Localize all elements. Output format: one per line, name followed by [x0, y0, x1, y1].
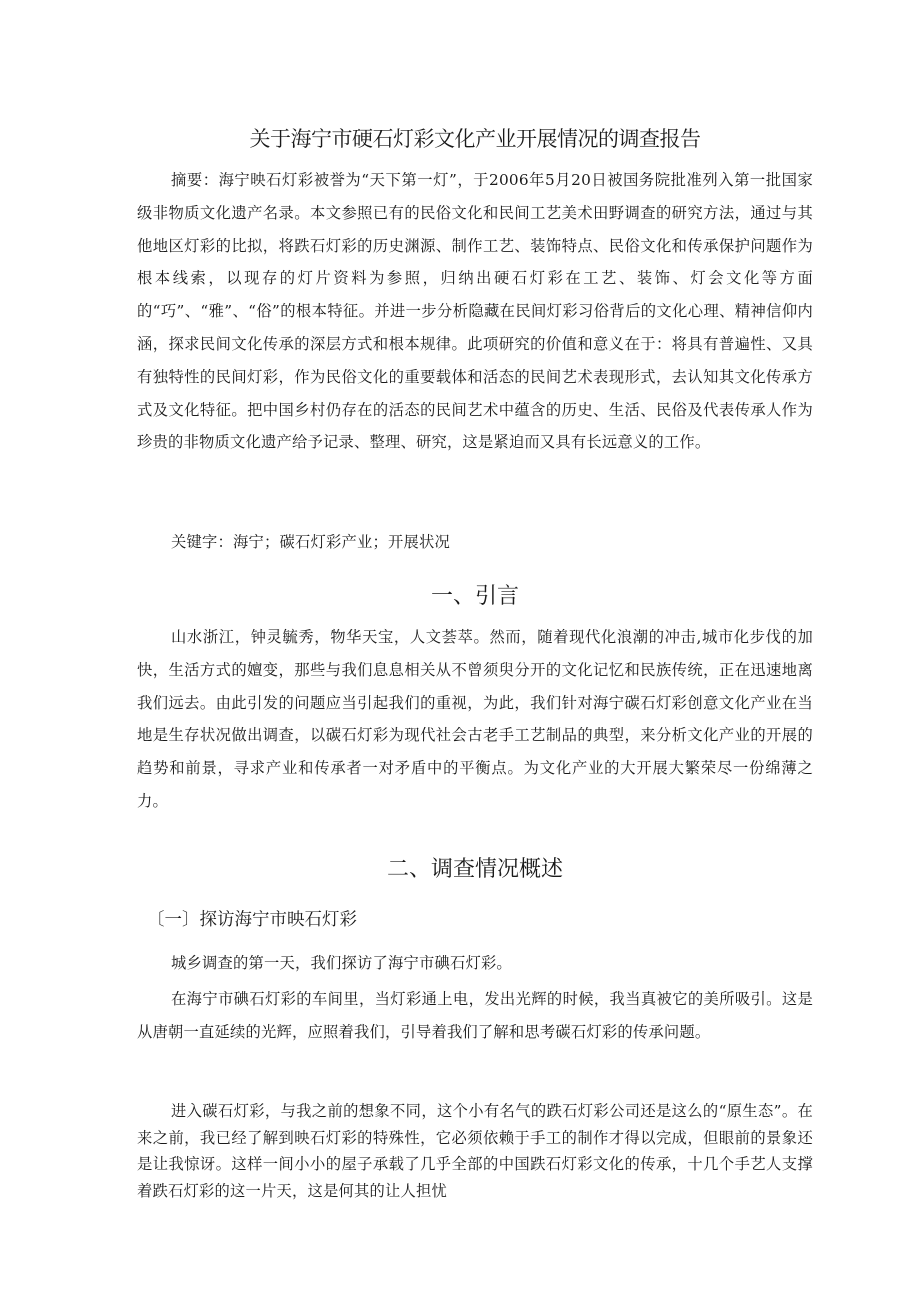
subsection1-paragraph-1 [137, 947, 813, 980]
section1-heading: 一、引言 [430, 584, 519, 609]
subsection1-paragraph-2 [137, 983, 813, 1049]
section2-heading: 二、调查情况概述 [386, 857, 563, 882]
section1-paragraph: 山水浙江，钟灵毓秀，物华天宝，人文荟萃。然而，随着现代化浪潮的冲击,城市化步伐的加快，生活方式的嬗变，那些与我们息息相关从不曾须臾分开的文化记忆和民族传统，正在迅速地离我们远去。由此引发的问题应当引起我们的重视，为此，我们针对海宁碳石灯彩创意文化产业在当地是生存状况做出调查，以碳石灯彩为现代社会古老手工艺制品的典型，来分析文化产业的开展的趋势和前景，寻求产业和传承者一对矛盾中的平衡点。为文化产业的大开展大繁荣尽一份绵薄之力。 [137, 628, 813, 810]
keywords-line: 关键字：海宁；碳石灯彩产业；开展状况 [171, 533, 450, 551]
abstract-block [137, 164, 813, 459]
subsection1-heading: 〔一〕探访海宁市映石灯彩 [147, 910, 357, 930]
keywords-block [137, 526, 813, 559]
subsection1-paragraph-3 [137, 1098, 813, 1204]
document-title: 关于海宁市硬石灯彩文化产业开展情况的调查报告 [249, 127, 701, 151]
body-paragraph: 进入碳石灯彩，与我之前的想象不同，这个小有名气的跌石灯彩公司还是这么的“原生态”。在来之前，我已经了解到映石灯彩的特殊性，它必须依赖于手工的制作才得以完成，但眼前的景象还是让我惊讶。这样一间小小的屋子承载了几乎全部的中国跌石灯彩文化的传承，十几个手艺人支撑着跌石灯彩的这一片天，这是何其的让人担忧 [137, 1102, 813, 1200]
abstract-paragraph: 摘要：海宁映石灯彩被誉为“天下第一灯”，于2006年5月20日被国务院批准列入第一批国家级非物质文化遗产名录。本文参照已有的民俗文化和民间工艺美术田野调查的研究方法，通过与其他地区灯彩的比拟，将跌石灯彩的历史渊源、制作工艺、装饰特点、民俗文化和传承保护问题作为根本线索，以现存的灯片资料为参照，归纳出硬石灯彩在工艺、装饰、灯会文化等方面的“巧”、“雅”、“俗”的根本特征。并进一步分析隐藏在民间灯彩习俗背后的文化心理、精神信仰内涵，探求民间文化传承的深层方式和根本规律。此项研究的价值和意义在于：将具有普遍性、又具有独特性的民间灯彩，作为民俗文化的重要载体和活态的民间艺术表现形式，去认知其文化传承方式及文化特征。把中国乡村仍存在的活态的民间艺术中蕴含的历史、生活、民俗及代表传承人作为珍贵的非物质文化遗产给予记录、整理、研究，这是紧迫而又具有长远意义的工作。 [137, 171, 813, 452]
body-paragraph: 在海宁市碘石灯彩的车间里，当灯彩通上电，发出光辉的时候，我当真被它的美所吸引。这是从唐朝一直延续的光辉，应照着我们，引导着我们了解和思考碳石灯彩的传承问题。 [137, 990, 813, 1041]
body-paragraph: 城乡调查的第一天，我们探访了海宁市碘石灯彩。 [171, 954, 512, 972]
section1-body [137, 621, 813, 818]
